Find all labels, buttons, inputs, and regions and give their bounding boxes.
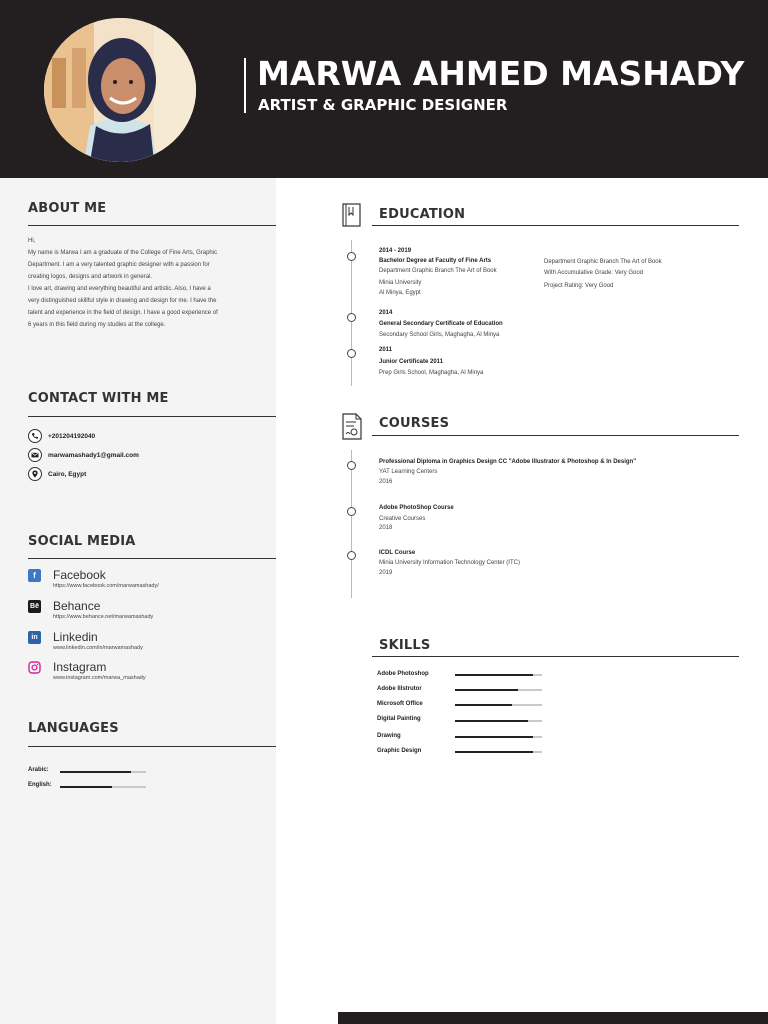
timeline-dot xyxy=(347,507,356,516)
education-degree: Junior Certificate 2011 xyxy=(379,359,444,365)
timeline-dot xyxy=(347,349,356,358)
education-degree: General Secondary Certificate of Education xyxy=(379,321,503,327)
skill-bar xyxy=(455,720,542,722)
languages-rule xyxy=(28,746,276,747)
education-detail: Prep Girls School, Maghagha, Al Minya xyxy=(379,370,484,376)
social-url[interactable]: https://www.facebook.com/marwamashady/ xyxy=(53,583,159,589)
about-line: My name is Marwa I am a graduate of the College of Fine Arts, Graphic xyxy=(28,250,218,256)
language-bar-fill xyxy=(60,771,131,773)
skills-title: SKILLS xyxy=(379,638,431,653)
skill-label: Microsoft Office xyxy=(377,701,423,707)
contact-title: CONTACT WITH ME xyxy=(28,391,169,406)
timeline-dot xyxy=(347,313,356,322)
education-date: 2014 - 2019 xyxy=(379,248,412,254)
about-line: I love art, drawing and everything beautiful and artistic. Also, I have a xyxy=(28,286,211,292)
skill-bar xyxy=(455,689,542,691)
about-line: creating logos, designs and artwork in general. xyxy=(28,274,153,280)
social-rule xyxy=(28,558,276,559)
contact-rule xyxy=(28,416,276,417)
social-url[interactable]: www.linkedin.com/in/marwamashady xyxy=(53,645,143,651)
location-text: Cairo, Egypt xyxy=(48,470,87,478)
education-side-detail: Department Graphic Branch The Art of Book xyxy=(544,259,662,265)
education-title: EDUCATION xyxy=(379,207,466,222)
facebook-icon: f xyxy=(28,569,41,582)
skill-bar xyxy=(455,751,542,753)
course-detail: 2019 xyxy=(379,570,393,576)
header-divider xyxy=(244,58,246,113)
course-detail: 2016 xyxy=(379,479,393,485)
book-icon xyxy=(340,203,364,234)
about-text xyxy=(28,235,253,331)
course-detail: Minia University Information Technology Center (ITC) xyxy=(379,560,520,566)
timeline-dot xyxy=(347,252,356,261)
email-icon xyxy=(28,448,42,462)
skill-bar-fill xyxy=(455,704,512,706)
course-title: ICDL Course xyxy=(379,550,416,556)
education-rule xyxy=(372,225,739,226)
language-bar-fill xyxy=(60,786,112,788)
course-title: Professional Diploma in Graphics Design CC "Adobe Illustrator & Photoshop & In Design" xyxy=(379,459,637,465)
about-line: Hi, xyxy=(28,238,36,244)
skills-rule xyxy=(372,656,739,657)
education-detail: Department Graphic Branch The Art of Book xyxy=(379,268,497,274)
language-bar xyxy=(60,786,146,788)
skill-bar xyxy=(455,674,542,676)
education-date: 2011 xyxy=(379,347,393,353)
skill-bar-fill xyxy=(455,674,533,676)
contact-location xyxy=(28,466,86,482)
skill-label: Adobe Photoshop xyxy=(377,671,429,677)
about-line: talent and experience in the field of design. I have a good experience of xyxy=(28,310,218,316)
education-detail: Minia University xyxy=(379,280,422,286)
skill-bar xyxy=(455,736,542,738)
about-line: 6 years in this field during my studies at the college. xyxy=(28,322,166,328)
skill-label: Graphic Design xyxy=(377,748,422,754)
language-label: Arabic: xyxy=(28,767,49,773)
language-bar xyxy=(60,771,146,773)
skill-bar xyxy=(455,704,542,706)
email-address: marwamashady1@gmail.com xyxy=(48,451,139,459)
behance-icon: Bē xyxy=(28,600,41,613)
person-name: MARWA AHMED MASHADY xyxy=(257,54,745,93)
social-name: Linkedin xyxy=(53,630,98,644)
language-label: English: xyxy=(28,782,52,788)
skill-bar-fill xyxy=(455,689,518,691)
education-degree: Bachelor Degree at Faculty of Fine Arts xyxy=(379,258,492,264)
social-name: Instagram xyxy=(53,660,107,674)
courses-title: COURSES xyxy=(379,416,450,431)
course-title: Adobe PhotoShop Course xyxy=(379,505,454,511)
skill-label: Drawing xyxy=(377,733,401,739)
about-title: ABOUT ME xyxy=(28,201,107,216)
languages-title: LANGUAGES xyxy=(28,721,119,736)
courses-rule xyxy=(372,435,739,436)
education-side-detail: With Accumulative Grade: Very Good xyxy=(544,270,644,276)
course-detail: YAT Learning Centers xyxy=(379,469,438,475)
education-side-detail: Project Rating: Very Good xyxy=(544,283,614,289)
education-detail: Secondary School Girls, Maghagha, Al Minya xyxy=(379,332,500,338)
social-url[interactable]: https://www.behance.net/marwamashady xyxy=(53,614,154,620)
phone-icon xyxy=(28,429,42,443)
contact-email[interactable] xyxy=(28,447,139,463)
skill-bar-fill xyxy=(455,736,533,738)
education-detail: Al Minya, Egypt xyxy=(379,290,421,296)
social-name: Behance xyxy=(53,599,101,613)
course-detail: Creative Courses xyxy=(379,516,426,522)
about-line: very distinguished skillful style in drawing and design for me. I have the xyxy=(28,298,217,304)
location-pin-icon xyxy=(28,467,42,481)
about-line: Department. I am a very talented graphic designer with a passion for xyxy=(28,262,210,268)
person-role: ARTIST & GRAPHIC DESIGNER xyxy=(258,96,508,114)
footer-bar xyxy=(338,1012,768,1024)
timeline-dot xyxy=(347,551,356,560)
phone-number: +201204192040 xyxy=(48,432,96,440)
social-name: Facebook xyxy=(53,568,106,582)
instagram-icon xyxy=(28,661,41,674)
skill-label: Adobe Illstrutor xyxy=(377,686,422,692)
contact-phone[interactable] xyxy=(28,428,95,444)
certificate-icon xyxy=(340,413,364,446)
education-date: 2014 xyxy=(379,310,393,316)
profile-photo xyxy=(44,18,196,162)
skill-label: Digital Painting xyxy=(377,716,421,722)
skill-bar-fill xyxy=(455,751,533,753)
social-title: SOCIAL MEDIA xyxy=(28,534,136,549)
social-url[interactable]: www.instagram.com/marwa_mashady xyxy=(53,675,146,681)
course-detail: 2018 xyxy=(379,525,393,531)
courses-timeline xyxy=(351,450,352,598)
skill-bar-fill xyxy=(455,720,528,722)
timeline-dot xyxy=(347,461,356,470)
about-rule xyxy=(28,225,276,226)
linkedin-icon: in xyxy=(28,631,41,644)
